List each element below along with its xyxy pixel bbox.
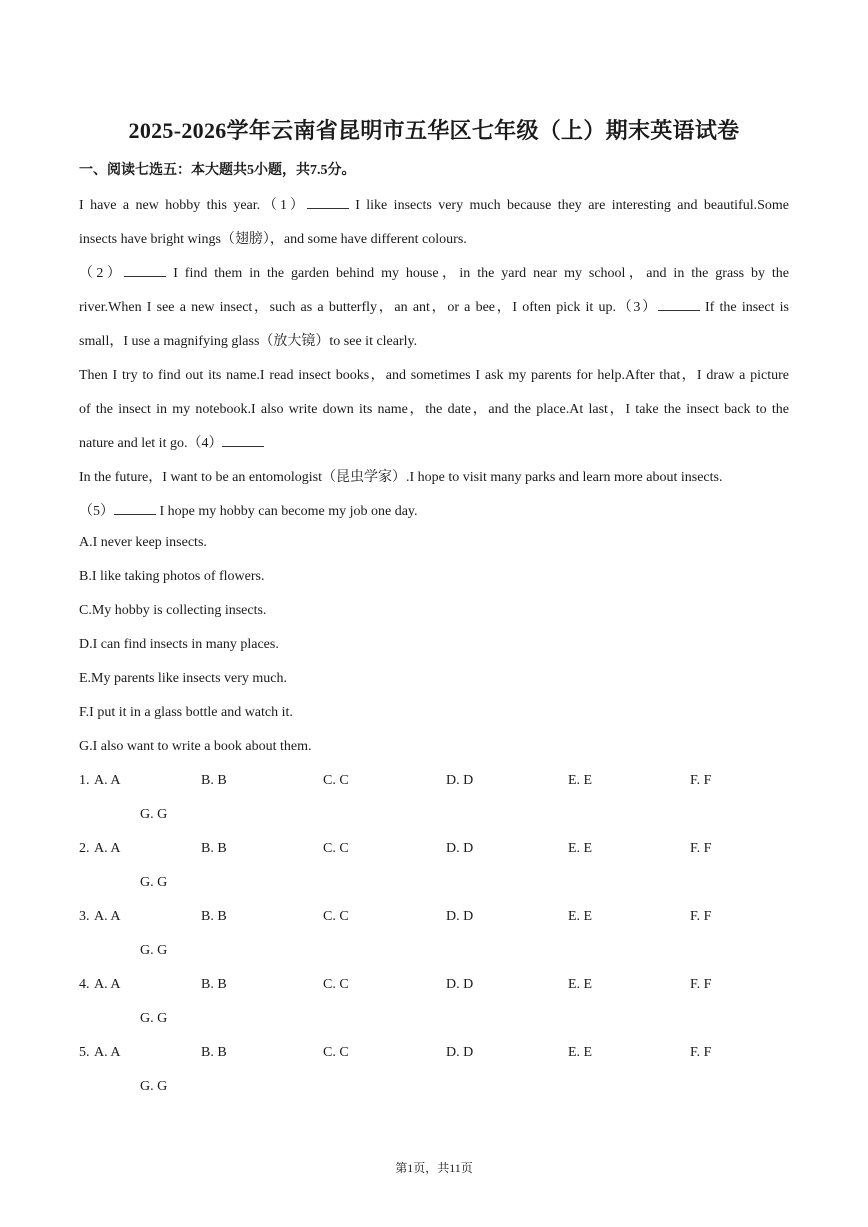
question-row-cont (79, 943, 839, 963)
option-d[interactable]: D. D (446, 773, 474, 788)
question-number: 4. (79, 977, 90, 992)
option-e[interactable]: E. E (568, 977, 593, 992)
page-title: 2025-2026学年云南省昆明市五华区七年级（上）期末英语试卷 (128, 118, 740, 143)
option-a[interactable]: A. A (94, 977, 121, 992)
question-row (79, 773, 839, 793)
option-c[interactable]: C. C (323, 841, 349, 856)
question-number: 5. (79, 1045, 90, 1060)
option-f[interactable]: F. F (690, 841, 712, 856)
option-g[interactable]: G. G (140, 1079, 168, 1094)
choice-item: E.My parents like insects very much. (79, 671, 288, 686)
option-a[interactable]: A. A (94, 773, 121, 788)
option-g[interactable]: G. G (140, 875, 168, 890)
question-row (79, 841, 839, 861)
option-g[interactable]: G. G (140, 807, 168, 822)
question-number: 1. (79, 773, 90, 788)
option-b[interactable]: B. B (201, 977, 227, 992)
option-f[interactable]: F. F (690, 977, 712, 992)
option-b[interactable]: B. B (201, 909, 227, 924)
question-row-cont (79, 1011, 839, 1031)
option-b[interactable]: B. B (201, 1045, 227, 1060)
option-c[interactable]: C. C (323, 1045, 349, 1060)
passage-line: In the future，I want to be an entomologist（昆虫学家）.I hope to visit many parks and learn more about insects. (79, 470, 723, 485)
page-footer: 第1页，共11页 (395, 1161, 473, 1175)
question-row (79, 909, 839, 929)
option-e[interactable]: E. E (568, 1045, 593, 1060)
option-d[interactable]: D. D (446, 909, 474, 924)
question-row (79, 977, 839, 997)
option-e[interactable]: E. E (568, 909, 593, 924)
option-b[interactable]: B. B (201, 841, 227, 856)
question-number: 2. (79, 841, 90, 856)
option-f[interactable]: F. F (690, 773, 712, 788)
passage-line: of the insect in my notebook.I also write down its name，the date，and the place.At last，I take the insect back to the (79, 402, 789, 417)
passage-line: insects have bright wings（翅膀），and some have different colours. (79, 232, 467, 247)
option-d[interactable]: D. D (446, 1045, 474, 1060)
passage-line: river.When I see a new insect，such as a butterfly，an ant，or a bee，I often pick it up.（3） If the insect is (79, 300, 790, 315)
option-a[interactable]: A. A (94, 909, 121, 924)
section-heading: 一、阅读七选五：本大题共5小题，共7.5分。 (79, 163, 356, 178)
passage-line: small，I use a magnifying glass（放大镜）to see it clearly. (79, 334, 418, 349)
question-row-cont (79, 807, 839, 827)
option-d[interactable]: D. D (446, 977, 474, 992)
option-f[interactable]: F. F (690, 1045, 712, 1060)
choice-item: G.I also want to write a book about them. (79, 739, 312, 754)
option-f[interactable]: F. F (690, 909, 712, 924)
option-b[interactable]: B. B (201, 773, 227, 788)
option-c[interactable]: C. C (323, 909, 349, 924)
option-e[interactable]: E. E (568, 773, 593, 788)
passage-line: Then I try to find out its name.I read insect books，and sometimes I ask my parents for help.After that，I draw a picture (79, 368, 789, 383)
choice-item: F.I put it in a glass bottle and watch it. (79, 705, 293, 720)
choice-item: B.I like taking photos of flowers. (79, 569, 265, 584)
question-row-cont (79, 875, 839, 895)
choice-item: D.I can find insects in many places. (79, 637, 279, 652)
blank-3 (658, 298, 700, 311)
blank-4 (222, 434, 264, 447)
option-c[interactable]: C. C (323, 773, 349, 788)
option-g[interactable]: G. G (140, 1011, 168, 1026)
blank-5 (114, 502, 156, 515)
option-e[interactable]: E. E (568, 841, 593, 856)
passage-line: nature and let it go.（4） (79, 432, 264, 452)
question-number: 3. (79, 909, 90, 924)
question-row-cont (79, 1079, 839, 1099)
passage-line: （5） I hope my hobby can become my job one day. (79, 504, 418, 519)
option-d[interactable]: D. D (446, 841, 474, 856)
option-a[interactable]: A. A (94, 841, 121, 856)
question-row (79, 1045, 839, 1065)
passage-line: （2） I find them in the garden behind my house，in the yard near my school，and in the grass by the (79, 266, 790, 281)
option-a[interactable]: A. A (94, 1045, 121, 1060)
blank-2 (124, 264, 166, 277)
choice-item: A.I never keep insects. (79, 535, 207, 550)
option-g[interactable]: G. G (140, 943, 168, 958)
blank-1 (307, 196, 349, 209)
option-c[interactable]: C. C (323, 977, 349, 992)
choice-item: C.My hobby is collecting insects. (79, 603, 267, 618)
passage-line: I have a new hobby this year.（1） I like insects very much because they are interesting and beautiful.Some (79, 198, 789, 213)
